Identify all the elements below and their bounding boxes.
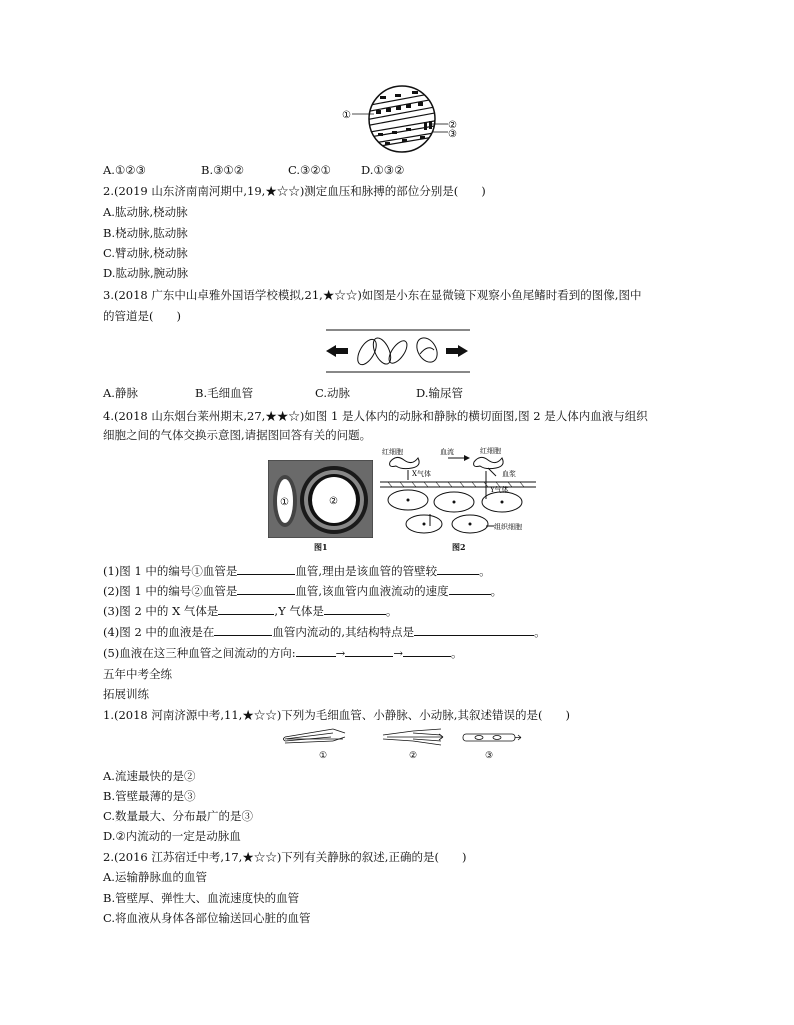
e2-option-a: A.运输静脉血的血管 [103,870,207,884]
fig2-label-x-gas: X气体 [412,470,431,478]
fig2-label-plasma: 血浆 [502,470,516,478]
answer-blank[interactable] [403,645,451,657]
q2-option-a: A.肱动脉,桡动脉 [103,205,188,219]
answer-blank[interactable] [437,563,479,575]
answer-blank[interactable] [214,624,272,636]
q1-option-b: B.③①② [201,163,245,177]
fig1-label-1: ① [280,497,289,508]
q3-capillary-diagram [322,326,474,376]
q4-stem-line1: 4.(2018 山东烟台莱州期末,27,★★☆)如图 1 是人体内的动脉和静脉的横切面图,图 2 是人体内血液与组织 [103,409,648,423]
fig2-label-rbc-right: 红细胞 [480,447,501,455]
e2-option-b: B.管壁厚、弹性大、血流速度快的血管 [103,891,300,905]
e1-option-c: C.数量最大、分布最广的是③ [103,809,254,823]
q4-sub3: (3)图 2 中的 X 气体是 ,Y 气体是 。 [103,604,398,618]
q1-vessel-diagram [340,84,460,154]
fig2-label-y-gas: Y气体 [490,486,509,494]
answer-blank[interactable] [414,624,534,636]
e2-stem: 2.(2016 江苏宿迁中考,17,★☆☆)下列有关静脉的叙述,正确的是( ) [103,850,467,864]
e2-option-c: C.将血液从身体各部位输送回心脏的血管 [103,911,311,925]
fig2-label-rbc-left: 红细胞 [382,448,403,456]
q2-option-b: B.桡动脉,肱动脉 [103,226,188,240]
e1-label-2: ② [409,751,418,761]
e1-option-a: A.流速最快的是② [103,769,196,783]
artery-vein-cross-section [268,460,373,538]
e1-option-d: D.②内流动的一定是动脉血 [103,829,241,843]
section-subtitle: 拓展训练 [103,687,149,701]
q1-option-c: C.③②① [288,163,331,177]
fig2-label-tissue: 组织细胞 [494,523,522,531]
q2-stem: 2.(2019 山东济南南河期中,19,★☆☆)测定血压和脉搏的部位分别是( ) [103,184,486,198]
q1-figure [340,84,460,154]
answer-blank[interactable] [237,563,295,575]
fig2-label-flow: 血流 [440,448,454,456]
q1-label-1: ① [342,110,351,121]
fig1-label-2: ② [329,496,338,507]
q3-option-d: D.输尿管 [416,386,463,400]
q3-option-c: C.动脉 [315,386,351,400]
fig2-caption: 图2 [452,542,466,552]
q4-sub5: (5)血液在这三种血管之间流动的方向: → → 。 [103,646,463,660]
e1-option-b: B.管壁最薄的是③ [103,789,196,803]
gas-exchange-diagram [378,444,538,544]
q3-figure [322,326,474,376]
q3-stem-line1: 3.(2018 广东中山卓雅外国语学校模拟,21,★☆☆)如图是小东在显微镜下观察小鱼尾鳍时看到的图像,图中 [103,288,642,302]
q2-option-c: C.臂动脉,桡动脉 [103,246,188,260]
q4-figure-2 [378,444,538,544]
answer-blank[interactable] [345,645,393,657]
q4-sub2: (2)图 1 中的编号②血管是 血管,该血管内血液流动的速度 。 [103,584,503,598]
answer-blank[interactable] [296,645,336,657]
q3-stem-line2: 的管道是( ) [103,309,181,323]
q4-stem-line2: 细胞之间的气体交换示意图,请据图回答有关的问题。 [103,428,372,442]
answer-blank[interactable] [449,583,491,595]
e1-stem: 1.(2018 河南济源中考,11,★☆☆)下列为毛细血管、小静脉、小动脉,其叙述错误的是( ) [103,708,570,722]
q4-sub1: (1)图 1 中的编号①血管是 血管,理由是该血管的管壁较 。 [103,564,491,578]
answer-blank[interactable] [324,603,386,615]
q1-option-a: A.①②③ [103,163,146,177]
answer-blank[interactable] [218,603,274,615]
fig1-caption: 图1 [314,542,328,552]
section-title: 五年中考全练 [103,667,172,681]
q3-option-a: A.静脉 [103,386,138,400]
q4-sub4: (4)图 2 中的血液是在 血管内流动的,其结构特点是 。 [103,625,546,639]
q4-figure-1 [268,460,373,538]
e1-vessels-diagram [283,727,523,761]
e1-figure [283,727,523,761]
q2-option-d: D.肱动脉,腕动脉 [103,266,189,280]
q1-label-2: ② [448,120,457,131]
e1-label-3: ③ [485,751,494,761]
q3-option-b: B.毛细血管 [195,386,254,400]
answer-blank[interactable] [237,583,295,595]
q1-label-3: ③ [448,129,457,140]
q1-option-d: D.①③② [361,163,405,177]
e1-label-1: ① [319,751,328,761]
